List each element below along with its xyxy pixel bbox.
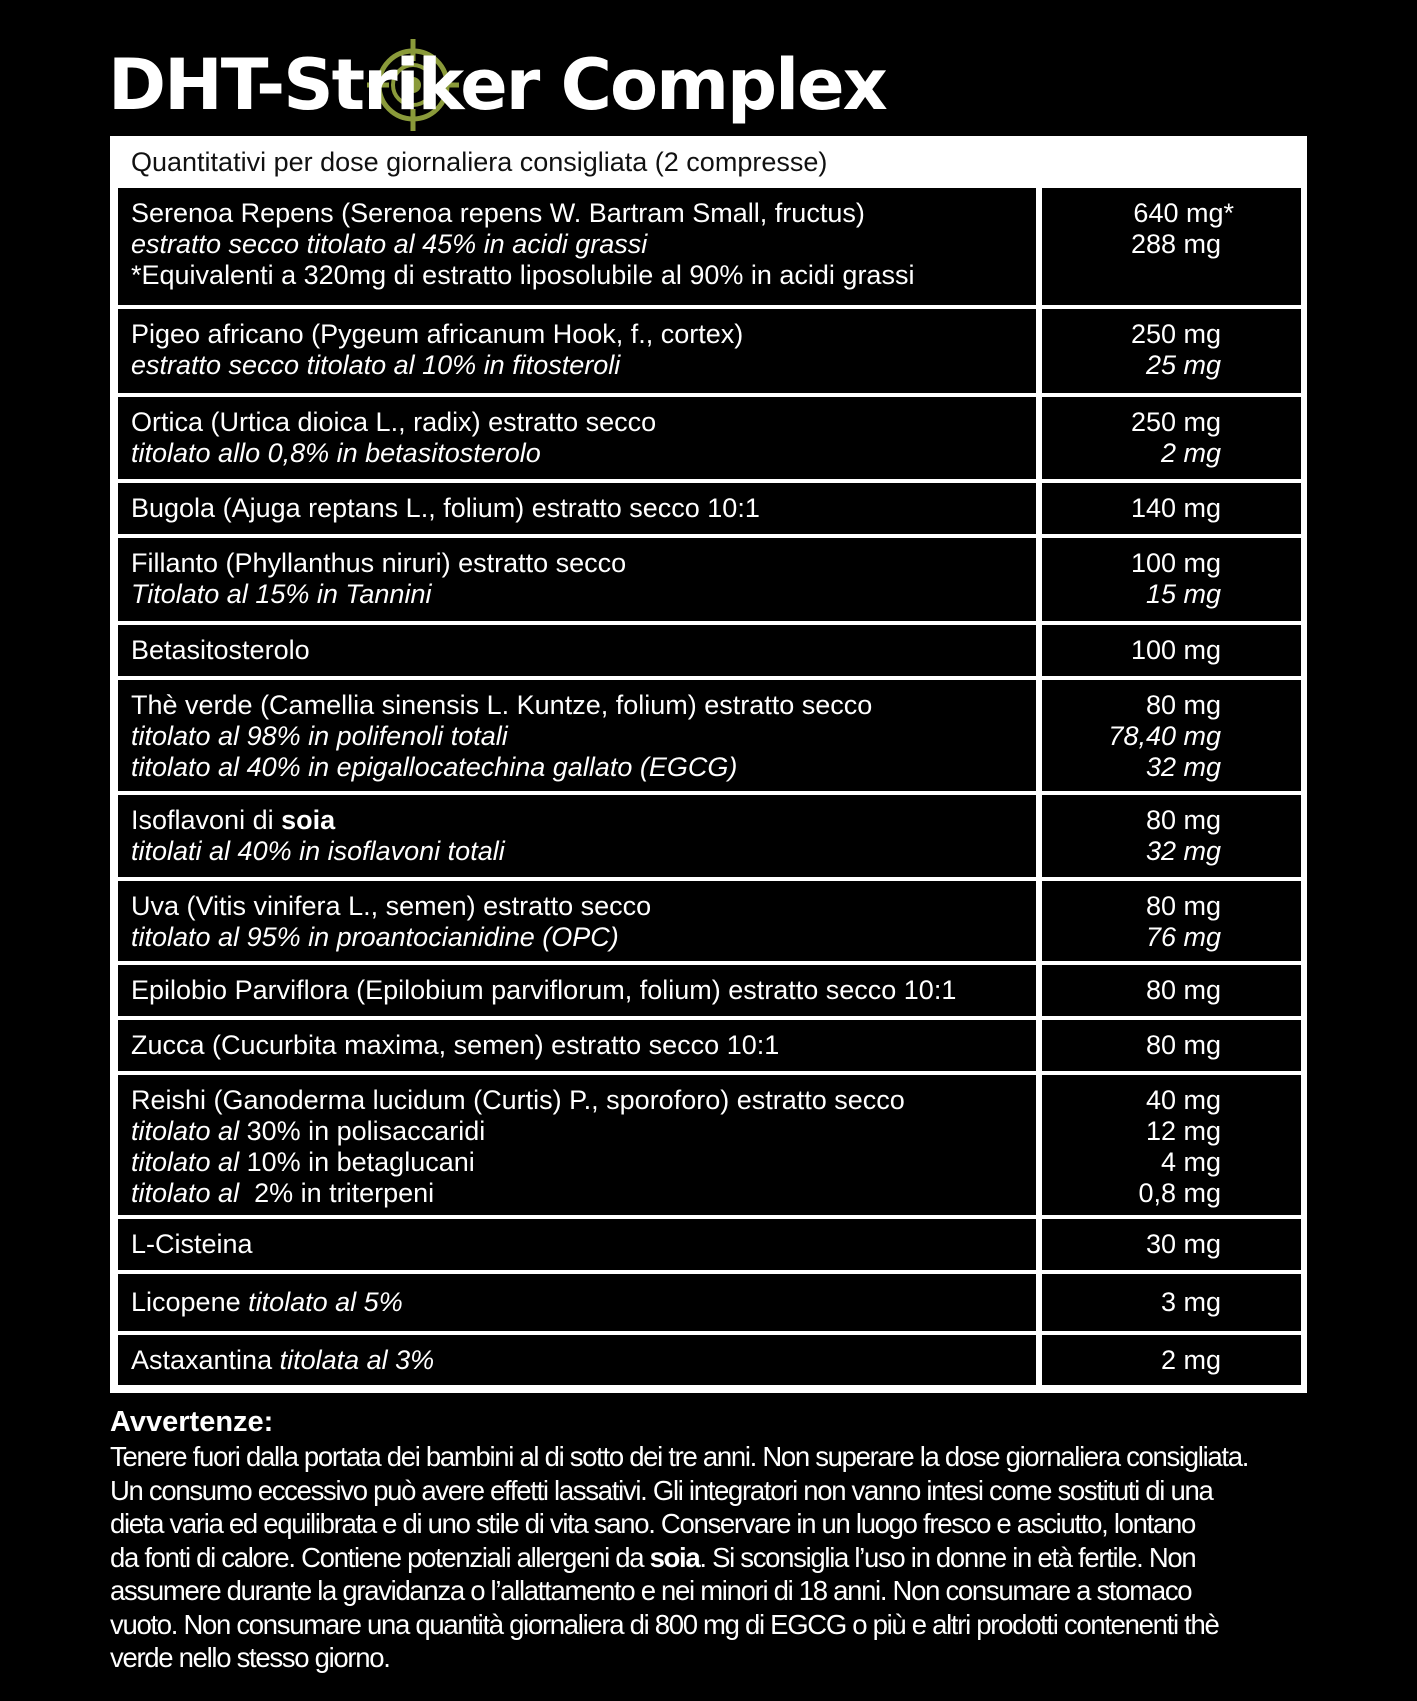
amount-cell — [1042, 625, 1301, 676]
table-row — [118, 483, 1301, 534]
amount-value: 32 mg — [1145, 752, 1221, 782]
page-title: DHT-Striker Complex — [108, 44, 886, 126]
amount-value: 3 mg — [1160, 1287, 1221, 1317]
amount-cell — [1042, 309, 1301, 393]
amount-value: 32 mg — [1145, 836, 1221, 866]
ingredient-name: Serenoa Repens (Serenoa repens W. Bartram Small, fructus) — [131, 198, 865, 228]
ingredient-cell — [118, 680, 1036, 791]
table-row — [118, 397, 1301, 479]
ingredient-detail: titolato al 40% in epigallocatechina gallato (EGCG) — [131, 752, 738, 782]
amount-cell — [1042, 1335, 1301, 1385]
ingredient-cell — [118, 1219, 1036, 1270]
ingredient-name: Fillanto (Phyllanthus niruri) estratto secco — [131, 548, 627, 578]
amount-value: 40 mg — [1145, 1085, 1221, 1115]
ingredient-note: *Equivalenti a 320mg di estratto liposolubile al 90% in acidi grassi — [131, 260, 915, 290]
amount-cell — [1042, 397, 1301, 479]
warnings-line: Un consumo eccessivo può avere effetti lassativi. Gli integratori non vanno intesi come sostituti di una — [110, 1474, 1213, 1506]
ingredient-cell — [118, 1075, 1036, 1215]
warnings-title: Avvertenze: — [110, 1406, 274, 1438]
table-row — [118, 1075, 1301, 1215]
amount-value: 288 mg — [1130, 229, 1221, 259]
table-row — [118, 965, 1301, 1016]
ingredient-cell — [118, 881, 1036, 961]
amount-value: 140 mg — [1130, 493, 1221, 523]
amount-value: 2 mg — [1160, 438, 1221, 468]
amount-cell — [1042, 1219, 1301, 1270]
ingredient-cell — [118, 188, 1036, 305]
amount-value: 12 mg — [1145, 1116, 1221, 1146]
ingredient-name: Uva (Vitis vinifera L., semen) estratto secco — [131, 891, 652, 921]
amount-value: 80 mg — [1145, 975, 1221, 1005]
ingredient-detail: titolato al 2% in triterpeni — [131, 1178, 435, 1208]
ingredient-detail: titolato allo 0,8% in betasitosterolo — [131, 438, 541, 468]
title-area — [108, 40, 1008, 140]
ingredient-detail: titolato al 10% in betaglucani — [131, 1147, 475, 1177]
ingredient-name: Zucca (Cucurbita maxima, semen) estratto secco 10:1 — [131, 1030, 780, 1060]
ingredient-cell — [118, 1335, 1036, 1385]
table-header: Quantitativi per dose giornaliera consigliata (2 compresse) — [131, 147, 828, 177]
ingredient-name: Reishi (Ganoderma lucidum (Curtis) P., sporoforo) estratto secco — [131, 1085, 905, 1115]
amount-value: 80 mg — [1145, 1030, 1221, 1060]
ingredient-detail: estratto secco titolato al 45% in acidi grassi — [131, 229, 648, 259]
table-row — [118, 680, 1301, 791]
ingredient-detail: titolati al 40% in isoflavoni totali — [131, 836, 505, 866]
ingredient-cell — [118, 538, 1036, 621]
amount-value: 100 mg — [1130, 635, 1221, 665]
table-row — [118, 881, 1301, 961]
ingredient-name: Licopene titolato al 5% — [131, 1287, 403, 1317]
table-row — [118, 1274, 1301, 1331]
supplement-facts-table — [110, 136, 1307, 1393]
warnings-line: assumere durante la gravidanza o l’allattamento e nei minori di 18 anni. Non consumare a stomaco — [110, 1575, 1192, 1606]
amount-value: 80 mg — [1145, 690, 1221, 720]
amount-value: 100 mg — [1130, 548, 1221, 578]
warnings-line: da fonti di calore. Contiene potenziali allergeni da soia. Si sconsiglia l’uso in donne in età fertile. Non — [110, 1541, 1196, 1573]
amount-cell — [1042, 1020, 1301, 1071]
amount-value: 640 mg* — [1133, 198, 1234, 228]
warnings-text — [110, 1440, 1310, 1675]
amount-value: 80 mg — [1145, 891, 1221, 921]
ingredient-cell — [118, 483, 1036, 534]
warnings-line: verde nello stesso giorno. — [110, 1642, 390, 1673]
amount-value: 15 mg — [1145, 579, 1221, 609]
amount-value: 2 mg — [1160, 1345, 1221, 1375]
amount-value: 80 mg — [1145, 805, 1221, 835]
ingredient-cell — [118, 795, 1036, 877]
table-row — [118, 188, 1301, 305]
amount-cell — [1042, 881, 1301, 961]
table-row — [118, 309, 1301, 393]
ingredient-name: Bugola (Ajuga reptans L., folium) estratto secco 10:1 — [131, 493, 760, 523]
amount-value: 30 mg — [1145, 1229, 1221, 1259]
amount-value: 78,40 mg — [1108, 721, 1221, 751]
table-row — [118, 625, 1301, 676]
amount-value: 76 mg — [1145, 922, 1221, 952]
ingredient-name: Ortica (Urtica dioica L., radix) estratto secco — [131, 407, 657, 437]
table-row — [118, 1020, 1301, 1071]
ingredient-detail: titolato al 98% in polifenoli totali — [131, 721, 508, 751]
table-row — [118, 1335, 1301, 1385]
table-row — [118, 1219, 1301, 1270]
ingredient-name: Astaxantina titolata al 3% — [131, 1345, 435, 1375]
warnings-line: vuoto. Non consumare una quantità giornaliera di 800 mg di EGCG o più e altri prodotti contenenti thè — [110, 1608, 1219, 1640]
amount-cell — [1042, 188, 1301, 305]
amount-value: 0,8 mg — [1138, 1178, 1221, 1208]
amount-value: 250 mg — [1130, 319, 1221, 349]
ingredient-name: Pigeo africano (Pygeum africanum Hook, f., cortex) — [131, 319, 744, 349]
ingredient-cell — [118, 309, 1036, 393]
warnings-line: dieta varia ed equilibrata e di uno stile di vita sano. Conservare in un luogo fresco e asciutto, lontano — [110, 1508, 1195, 1539]
amount-value: 25 mg — [1145, 350, 1221, 380]
warnings-line: Tenere fuori dalla portata dei bambini al di sotto dei tre anni. Non superare la dose giornaliera consigliata. — [110, 1441, 1249, 1472]
ingredient-cell — [118, 625, 1036, 676]
table-row — [118, 795, 1301, 877]
amount-cell — [1042, 1075, 1301, 1215]
ingredient-detail: estratto secco titolato al 10% in fitosteroli — [131, 350, 621, 380]
ingredient-cell — [118, 1020, 1036, 1071]
ingredient-detail: titolato al 95% in proantocianidine (OPC) — [131, 922, 619, 952]
ingredient-name: Isoflavoni di soia — [131, 805, 336, 835]
amount-cell — [1042, 538, 1301, 621]
amount-cell — [1042, 680, 1301, 791]
ingredient-cell — [118, 1274, 1036, 1331]
amount-cell — [1042, 1274, 1301, 1331]
ingredient-detail: Titolato al 15% in Tannini — [131, 579, 432, 609]
amount-cell — [1042, 795, 1301, 877]
amount-value: 250 mg — [1130, 407, 1221, 437]
table-row — [118, 538, 1301, 621]
ingredient-name: L-Cisteina — [131, 1229, 253, 1259]
amount-cell — [1042, 965, 1301, 1016]
ingredient-cell — [118, 965, 1036, 1016]
ingredient-name: Epilobio Parviflora (Epilobium parviflorum, folium) estratto secco 10:1 — [131, 975, 957, 1005]
ingredient-cell — [118, 397, 1036, 479]
amount-cell — [1042, 483, 1301, 534]
ingredient-detail: titolato al 30% in polisaccaridi — [131, 1116, 486, 1146]
amount-value: 4 mg — [1160, 1147, 1221, 1177]
ingredient-name: Betasitosterolo — [131, 635, 310, 665]
ingredient-name: Thè verde (Camellia sinensis L. Kuntze, folium) estratto secco — [131, 690, 873, 720]
